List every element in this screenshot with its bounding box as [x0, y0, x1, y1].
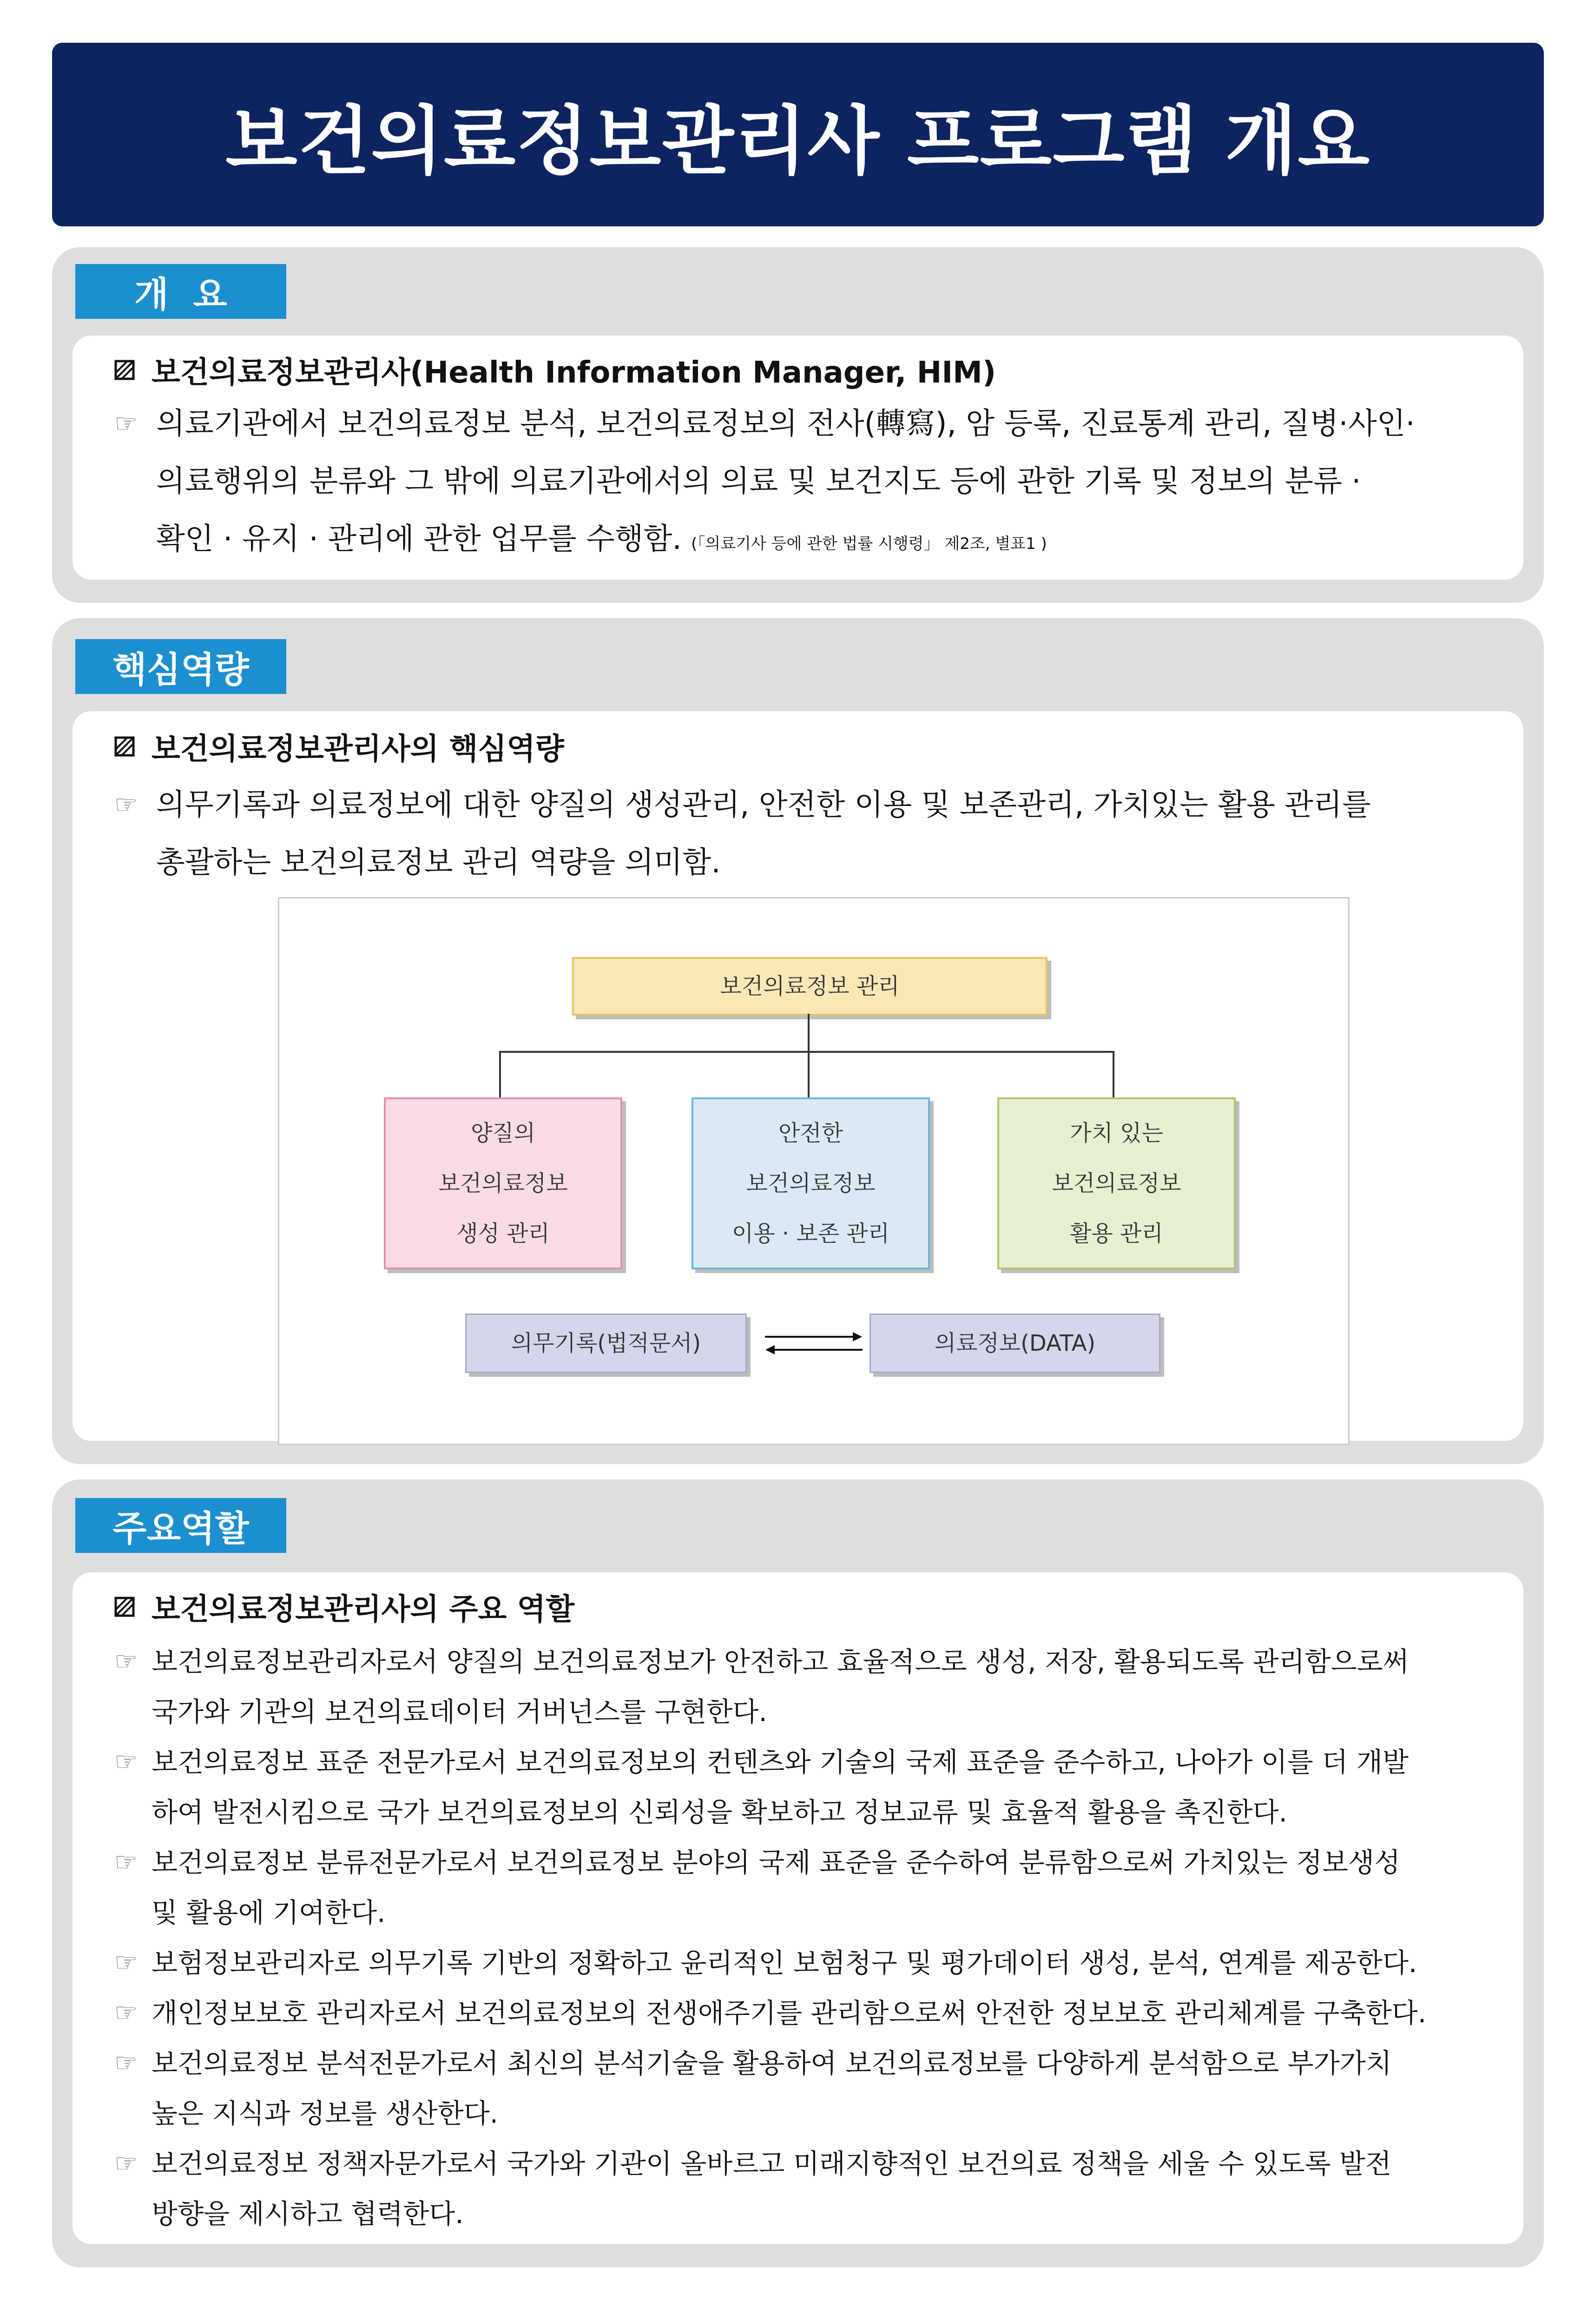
- roles-panel: [52, 1479, 1544, 2267]
- box-label: 생성 관리: [456, 1221, 550, 1247]
- pointing-hand-icon: ☞: [114, 2048, 138, 2078]
- box-label: 의무기록(법적문서): [511, 1330, 701, 1356]
- list-item: [114, 1637, 1505, 1737]
- pointing-hand-icon: ☞: [114, 1847, 138, 1877]
- box-label: 활용 관리: [1070, 1221, 1163, 1247]
- diagram-box-medical-record: [465, 1314, 747, 1373]
- competency-text: [114, 776, 1495, 891]
- overview-panel: [52, 247, 1544, 603]
- diagram-box-safe: [692, 1097, 930, 1269]
- overview-line-3: 확인 · 유지 · 관리에 관한 업무를 수행함.: [156, 522, 682, 556]
- diagram-box-value: [997, 1097, 1236, 1269]
- roles-card: [72, 1572, 1523, 2244]
- lightbulb-icon: [623, 2317, 716, 2324]
- pointing-hand-icon: ☞: [114, 1646, 138, 1677]
- role-line: 하여 발전시킴으로 국가 보건의료정보의 신뢰성을 확보하고 정보교류 및 효율적 활용을 촉진한다.: [152, 1796, 1287, 1828]
- role-line: 개인정보보호 관리자로서 보건의료정보의 전생애주기를 관리함으로써 안전한 정보보호 관리체계를 구축한다.: [152, 1997, 1427, 2029]
- box-label: 양질의: [470, 1120, 536, 1146]
- pointing-hand-icon: ☞: [114, 1747, 138, 1777]
- role-line: 보건의료정보 표준 전문가로서 보건의료정보의 컨텐츠와 기술의 국제 표준을 준수하고, 나아가 이를 더 개발: [152, 1746, 1409, 1778]
- connector-line: [499, 1051, 501, 1097]
- competency-panel: [52, 618, 1544, 1464]
- checkbox-icon: [114, 360, 135, 380]
- competency-line-1: 의무기록과 의료정보에 대한 양질의 생성관리, 안전한 이용 및 보존관리, 가치있는 활용 관리를: [156, 788, 1371, 822]
- role-line: 보험정보관리자로 의무기록 기반의 정확하고 윤리적인 보험청구 및 평가데이터 생성, 분석, 연계를 제공한다.: [152, 1947, 1417, 1979]
- box-label: 안전한: [778, 1120, 843, 1146]
- checkbox-icon: [114, 736, 135, 757]
- competency-heading-text: 보건의료정보관리사의 핵심역량: [152, 732, 564, 766]
- overview-line-1: 의료기관에서 보건의료정보 분석, 보건의료정보의 전사(轉寫), 암 등록, 진료통계 관리, 질병·사인·: [156, 407, 1415, 441]
- role-line: 국가와 기관의 보건의료데이터 거버넌스를 구현한다.: [152, 1696, 767, 1728]
- pointing-hand-icon: ☞: [114, 1998, 138, 2028]
- role-line: 보건의료정보 분류전문가로서 보건의료정보 분야의 국제 표준을 준수하여 분류함으로써 가치있는 정보생성: [152, 1847, 1401, 1878]
- overview-text: [114, 395, 1495, 573]
- connector-line: [499, 1051, 1113, 1053]
- list-item: [114, 1837, 1505, 1938]
- list-item: [114, 2038, 1505, 2139]
- checkbox-icon: [114, 1597, 135, 1617]
- competency-card: [72, 711, 1523, 1441]
- role-line: 보건의료정보 분석전문가로서 최신의 분석기술을 활용하여 보건의료정보를 다양하게 분석함으로 부가가치: [152, 2047, 1392, 2079]
- pointing-hand-icon: ☞: [114, 2148, 138, 2179]
- box-label: 보건의료정보: [438, 1170, 568, 1196]
- connector-line: [1113, 1051, 1114, 1097]
- overview-heading: [114, 349, 996, 391]
- competency-line-2: 총괄하는 보건의료정보 관리 역량을 의미함.: [156, 845, 721, 880]
- list-item: [114, 1988, 1505, 2038]
- title-banner: [52, 43, 1544, 226]
- roles-tag: 주요역할: [75, 1498, 286, 1553]
- diagram-box-medical-data: [870, 1314, 1160, 1373]
- polytech-logo: [623, 2317, 1004, 2324]
- competency-tag: 핵심역량: [75, 639, 286, 694]
- pointing-hand-icon: ☞: [114, 409, 138, 439]
- competency-diagram: [278, 897, 1350, 1445]
- role-line: 높은 지식과 정보를 생산한다.: [152, 2098, 499, 2129]
- overview-heading-text: 보건의료정보관리사(Health Information Manager, HIM): [152, 356, 996, 390]
- box-label: 보건의료정보: [1052, 1170, 1181, 1196]
- box-label: 이용 · 보존 관리: [731, 1221, 890, 1247]
- box-label: 보건의료정보: [746, 1170, 876, 1196]
- overview-citation: (「의료기사 등에 관한 법률 시행령」 제2조, 별표1 ): [691, 535, 1047, 553]
- list-item: [114, 2139, 1505, 2239]
- role-line: 보건의료정보 정책자문가로서 국가와 기관이 올바르고 미래지향적인 보건의료 정책을 세울 수 있도록 발전: [152, 2148, 1392, 2179]
- bidirectional-arrow-icon: [763, 1328, 865, 1358]
- roles-heading: [114, 1585, 574, 1628]
- pointing-hand-icon: ☞: [114, 1948, 138, 1978]
- role-line: 보건의료정보관리자로서 양질의 보건의료정보가 안전하고 효율적으로 생성, 저장, 활용되도록 관리함으로써: [152, 1646, 1409, 1677]
- roles-heading-text: 보건의료정보관리사의 주요 역할: [152, 1592, 575, 1627]
- connector-line: [808, 1051, 810, 1097]
- overview-tag: 개 요: [75, 264, 286, 319]
- pointing-hand-icon: ☞: [114, 790, 138, 820]
- connector-line: [808, 1014, 810, 1052]
- box-label: 가치 있는: [1070, 1120, 1163, 1146]
- role-line: 및 활용에 기여한다.: [152, 1897, 386, 1928]
- overview-card: [72, 336, 1523, 580]
- page-title: 보건의료정보관리사 프로그램 개요: [225, 97, 1370, 185]
- role-line: 방향을 제시하고 협력한다.: [152, 2198, 464, 2230]
- diagram-top-box: [572, 957, 1047, 1016]
- competency-heading: [114, 725, 564, 768]
- box-label: 의료정보(DATA): [934, 1330, 1096, 1356]
- diagram-box-quality: [384, 1097, 622, 1269]
- overview-line-2: 의료행위의 분류와 그 밖에 의료기관에서의 의료 및 보건지도 등에 관한 기록 및 정보의 분류 ·: [156, 464, 1361, 499]
- diagram-top-label: 보건의료정보 관리: [720, 973, 900, 999]
- roles-list: [114, 1637, 1505, 2239]
- list-item: [114, 1938, 1505, 1988]
- list-item: [114, 1737, 1505, 1837]
